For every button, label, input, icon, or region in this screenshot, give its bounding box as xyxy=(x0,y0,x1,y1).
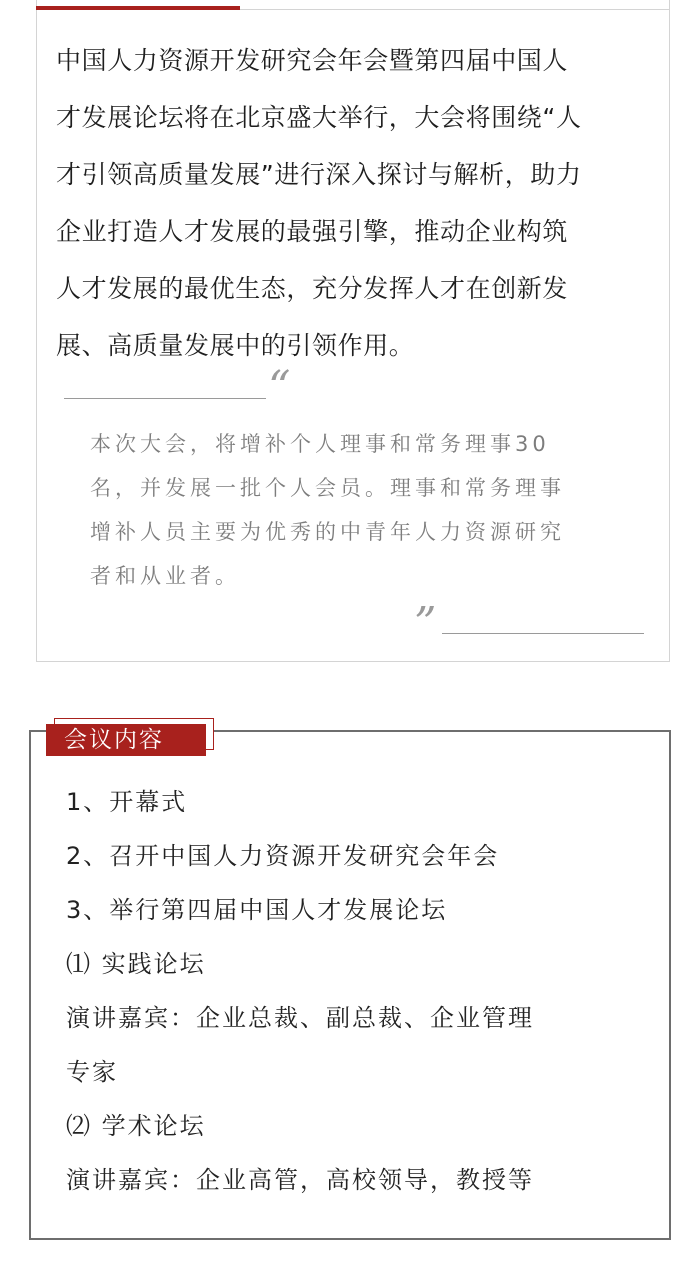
intro-top-divider xyxy=(240,9,670,10)
intro-line: 展、高质量发展中的引领作用。 xyxy=(56,331,415,360)
intro-line: 企业打造人才发展的最强引擎，推动企业构筑 xyxy=(56,217,569,246)
close-quote-icon: ” xyxy=(414,598,437,649)
quote-divider-left xyxy=(64,398,266,399)
open-quote-icon: “ xyxy=(268,362,291,413)
agenda-item: 演讲嘉宾：企业高管，高校领导，教授等 xyxy=(66,1166,534,1194)
intro-line: 才发展论坛将在北京盛大举行，大会将围绕“人 xyxy=(56,103,582,132)
agenda-item: ⑴ 实践论坛 xyxy=(66,950,206,978)
intro-line: 中国人力资源开发研究会年会暨第四届中国人 xyxy=(56,46,569,75)
quote-line: 本次大会，将增补个人理事和常务理事30 xyxy=(90,432,550,456)
intro-accent-bar xyxy=(36,6,240,10)
agenda-list xyxy=(66,775,646,1207)
intro-line: 才引领高质量发展”进行深入探讨与解析，助力 xyxy=(56,160,582,189)
intro-paragraph xyxy=(56,32,656,374)
agenda-item: 专家 xyxy=(66,1058,118,1086)
agenda-item: 3、举行第四届中国人才发展论坛 xyxy=(66,896,448,924)
agenda-section-title: 会议内容 xyxy=(46,724,206,756)
quote-paragraph xyxy=(90,422,630,598)
quote-line: 增补人员主要为优秀的中青年人力资源研究 xyxy=(90,520,565,544)
agenda-item: ⑵ 学术论坛 xyxy=(66,1112,206,1140)
agenda-item: 演讲嘉宾：企业总裁、副总裁、企业管理 xyxy=(66,1004,534,1032)
quote-line: 名，并发展一批个人会员。理事和常务理事 xyxy=(90,476,565,500)
quote-divider-right xyxy=(442,633,644,634)
agenda-item: 1、开幕式 xyxy=(66,788,188,816)
quote-line: 者和从业者。 xyxy=(90,564,240,588)
intro-line: 人才发展的最优生态，充分发挥人才在创新发 xyxy=(56,274,569,303)
agenda-item: 2、召开中国人力资源开发研究会年会 xyxy=(66,842,500,870)
